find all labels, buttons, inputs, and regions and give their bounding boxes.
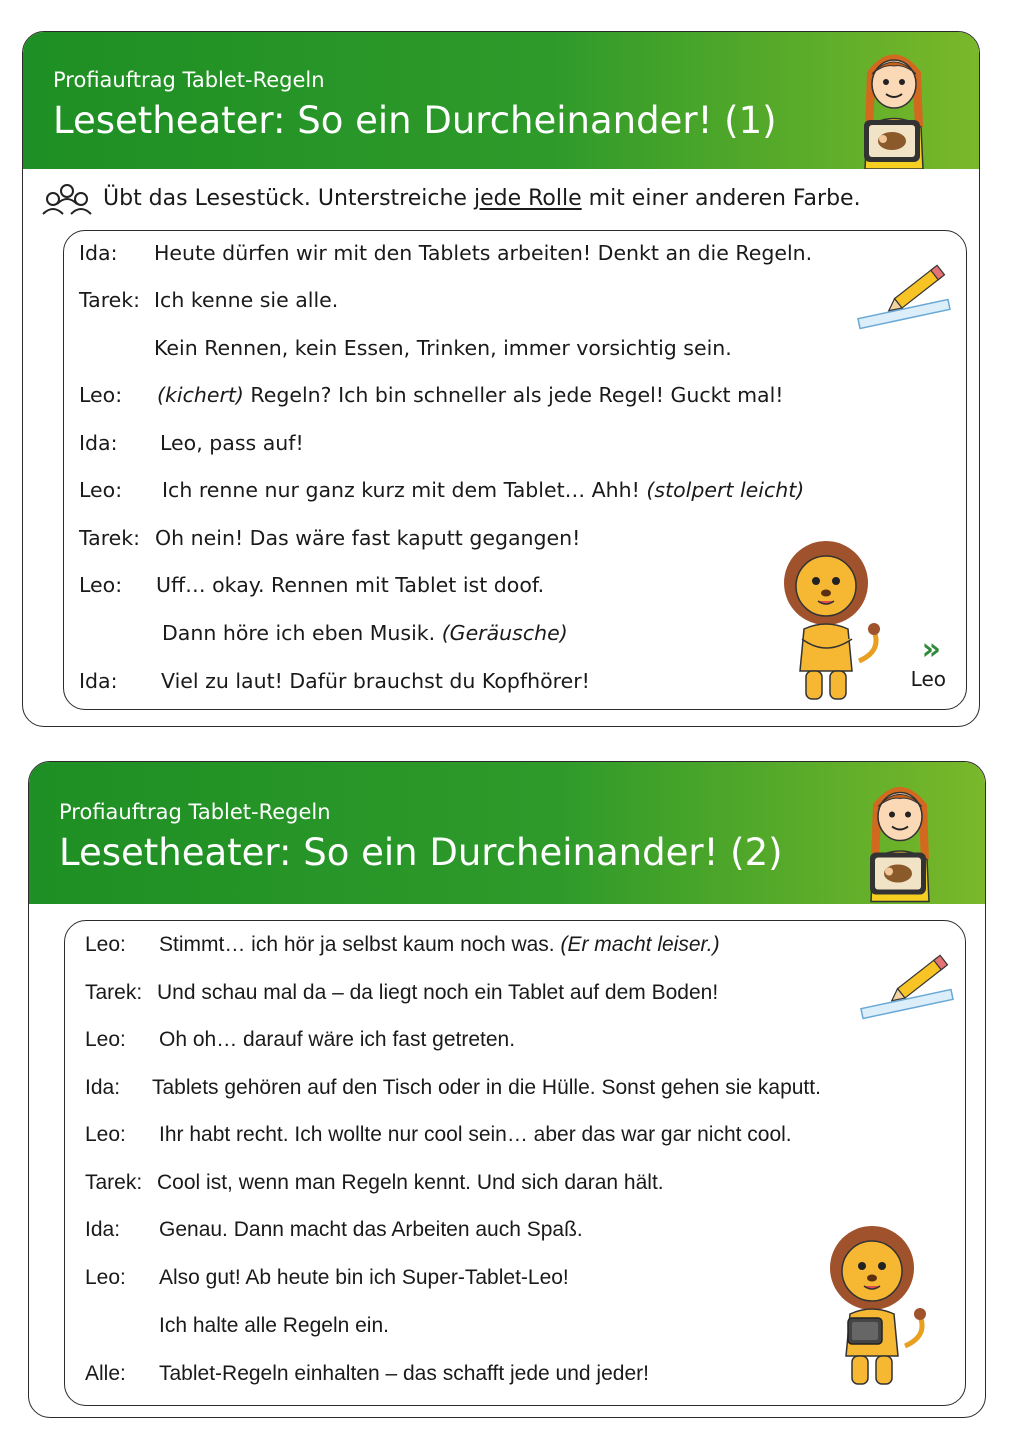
speaker-label: Tarek:: [85, 1171, 143, 1194]
line-text: Tablets gehören auf den Tisch oder in die Hülle. Sonst gehen sie kaputt.: [152, 1076, 821, 1099]
line-text: Viel zu laut! Dafür brauchst du Kopfhörer!: [161, 669, 590, 693]
speaker-label: Leo:: [79, 478, 123, 502]
group-of-people-icon: [41, 182, 93, 216]
dialogue-line: [85, 933, 720, 957]
dialogue-line: [79, 288, 338, 312]
instruction-text-end: mit einer anderen Farbe.: [581, 186, 861, 211]
dialogue-line: [79, 573, 544, 597]
header-banner: [29, 762, 985, 904]
line-text: Also gut! Ab heute bin ich Super-Tablet-Leo!: [159, 1266, 569, 1289]
girl-with-tablet-illustration: [849, 32, 939, 169]
dialogue-line: [85, 1266, 569, 1290]
card-title: Lesetheater: So ein Durcheinander! (1): [53, 99, 777, 142]
line-text: Ich renne nur ganz kurz mit dem Tablet… Ahh!: [162, 478, 647, 502]
instruction-underlined-text: jede Rolle: [473, 186, 582, 211]
dialogue-line: [79, 621, 568, 645]
line-text: Heute dürfen wir mit den Tablets arbeiten! Denkt an die Regeln.: [154, 241, 813, 265]
speaker-label: Leo:: [79, 383, 123, 407]
speaker-label: Ida:: [79, 669, 118, 693]
dialogue-line: [85, 1362, 649, 1386]
dialogue-line: [85, 981, 718, 1005]
girl-with-tablet-illustration: [855, 762, 945, 904]
dialogue-line: [79, 431, 304, 455]
dialogue-line: [85, 1123, 792, 1147]
speaker-label: Tarek:: [79, 526, 141, 550]
stage-direction: (Geräusche): [441, 621, 568, 645]
speaker-label: Tarek:: [85, 981, 143, 1004]
card-title: Lesetheater: So ein Durcheinander! (2): [59, 831, 783, 874]
dialogue-line: [85, 1076, 821, 1100]
line-text: Ihr habt recht. Ich wollte nur cool sein… aber das war gar nicht cool.: [159, 1123, 792, 1146]
line-text: Dann höre ich eben Musik.: [162, 621, 442, 645]
dialogue-line: [79, 336, 732, 360]
double-chevron-right-icon: »: [921, 632, 936, 667]
next-speaker-label: Leo: [910, 667, 946, 691]
speaker-label: Tarek:: [79, 288, 141, 312]
next-page-indicator: [911, 632, 946, 691]
speaker-label: Leo:: [85, 1123, 126, 1146]
dialogue-line: [85, 1028, 515, 1052]
dialogue-box-1: [63, 230, 967, 710]
line-text: Kein Rennen, kein Essen, Trinken, immer vorsichtig sein.: [154, 336, 732, 360]
line-text: Ich kenne sie alle.: [154, 288, 339, 312]
dialogue-line: [85, 1314, 389, 1338]
card-subtitle: Profiauftrag Tablet-Regeln: [53, 68, 325, 92]
dialogue-line: [85, 1218, 583, 1242]
speaker-label: Leo:: [85, 1266, 126, 1289]
speaker-label: Ida:: [79, 431, 118, 455]
line-text: Ich halte alle Regeln ein.: [159, 1314, 389, 1337]
pencil-ruler-icon: [857, 951, 957, 1021]
line-text: Genau. Dann macht das Arbeiten auch Spaß.: [159, 1218, 583, 1241]
instruction: [41, 182, 861, 216]
dialogue-line: [79, 526, 580, 550]
lion-leo-illustration: [774, 531, 884, 706]
stage-direction: (stolpert leicht): [646, 478, 805, 502]
card-subtitle: Profiauftrag Tablet-Regeln: [59, 800, 331, 824]
dialogue-line: [79, 383, 784, 407]
stage-direction: (kichert): [157, 383, 244, 407]
line-text: Uff… okay. Rennen mit Tablet ist doof.: [156, 573, 545, 597]
speaker-label: Leo:: [85, 933, 126, 956]
line-text: Oh nein! Das wäre fast kaputt gegangen!: [155, 526, 581, 550]
line-text: Regeln? Ich bin schneller als jede Regel! Guckt mal!: [243, 383, 784, 407]
line-text: Cool ist, wenn man Regeln kennt. Und sich daran hält.: [157, 1171, 664, 1194]
line-text: Tablet-Regeln einhalten – das schafft jede und jeder!: [159, 1362, 649, 1385]
dialogue-line: [79, 478, 804, 502]
header-banner: [23, 32, 979, 169]
speaker-label: Leo:: [85, 1028, 126, 1051]
dialogue-line: [79, 241, 812, 265]
card-part-1: [22, 31, 980, 727]
instruction-text-start: Übt das Lesestück. Unterstreiche: [103, 186, 474, 211]
lion-with-tablet-illustration: [820, 1216, 930, 1391]
pencil-ruler-icon: [854, 261, 954, 331]
card-part-2: [28, 761, 986, 1418]
speaker-label: Ida:: [85, 1076, 121, 1099]
line-text: Leo, pass auf!: [160, 431, 304, 455]
line-text: Und schau mal da – da liegt noch ein Tablet auf dem Boden!: [157, 981, 719, 1004]
dialogue-line: [79, 669, 590, 693]
line-text: Oh oh… darauf wäre ich fast getreten.: [159, 1028, 516, 1051]
line-text: Stimmt… ich hör ja selbst kaum noch was.: [159, 933, 561, 956]
speaker-label: Alle:: [85, 1362, 126, 1385]
dialogue-line: [85, 1171, 664, 1195]
stage-direction: (Er macht leiser.): [560, 933, 720, 956]
dialogue-box-2: [64, 920, 966, 1406]
speaker-label: Ida:: [79, 241, 118, 265]
speaker-label: Ida:: [85, 1218, 121, 1241]
speaker-label: Leo:: [79, 573, 123, 597]
